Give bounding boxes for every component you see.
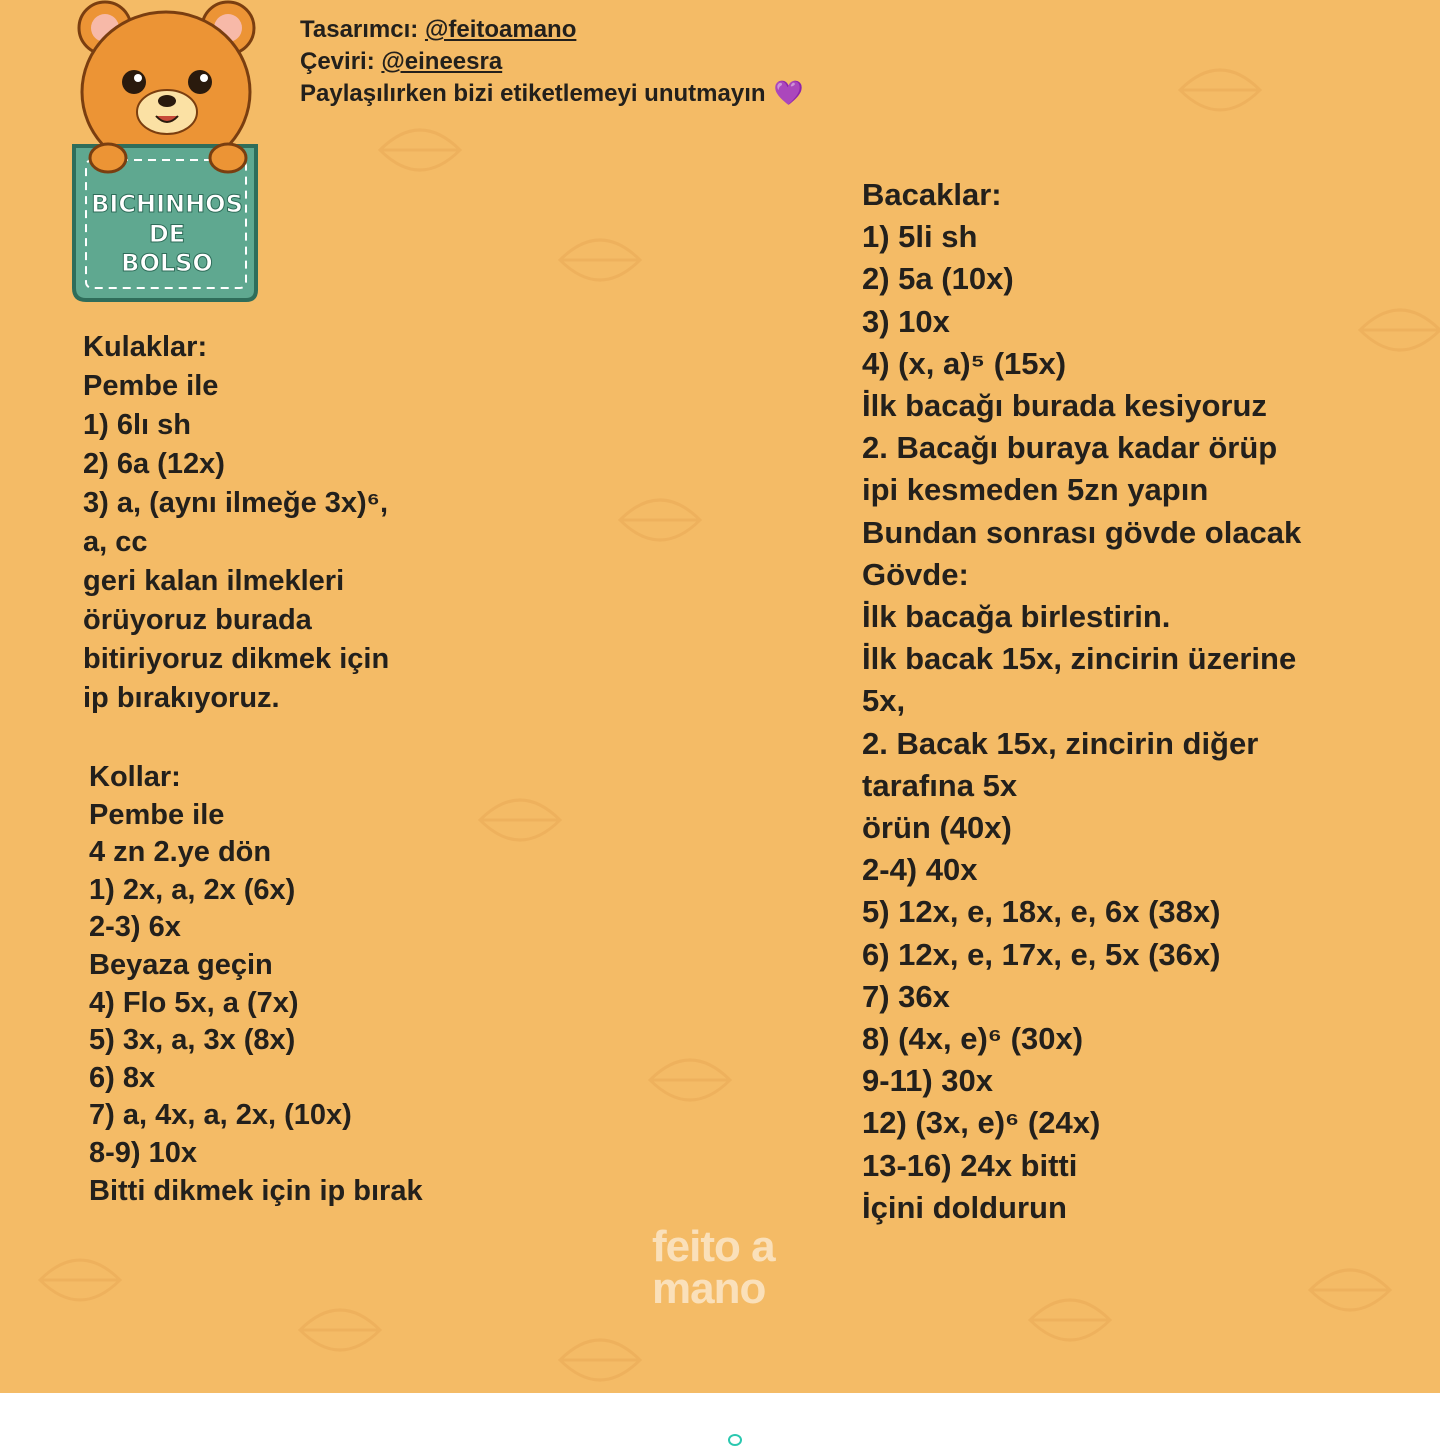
- instruction-line: Pembe ile: [83, 370, 219, 402]
- instruction-line: 1) 5li sh: [862, 219, 978, 255]
- instruction-line: 2-4) 40x: [862, 852, 978, 888]
- instruction-line: 8-9) 10x: [89, 1136, 198, 1169]
- designer-label: Tasarımcı:: [300, 16, 425, 43]
- logo-line-3: BOLSO: [121, 249, 213, 277]
- instruction-line: 12) (3x, e)⁶ (24x): [862, 1105, 1101, 1141]
- instruction-line: geri kalan ilmekleri: [83, 565, 345, 597]
- instruction-line: 3) a, (aynı ilmeğe 3x)⁶,: [83, 487, 389, 519]
- instruction-line: 3) 10x: [862, 303, 950, 339]
- instruction-line: Pembe ile: [89, 798, 225, 831]
- watermark-line-2: mano: [652, 1264, 766, 1313]
- instruction-line: 6) 12x, e, 17x, e, 5x (36x): [862, 936, 1221, 972]
- instruction-line: a, cc: [83, 526, 148, 558]
- instruction-line: 7) a, 4x, a, 2x, (10x): [89, 1099, 352, 1132]
- instruction-line: tarafına 5x: [862, 767, 1018, 803]
- logo-line-1: BICHINHOS: [91, 190, 243, 218]
- instruction-line: İlk bacak 15x, zincirin üzerine: [862, 641, 1297, 677]
- instruction-line: Bitti dikmek için ip bırak: [89, 1174, 423, 1207]
- logo-line-2: DE: [148, 220, 186, 248]
- instruction-line: 1) 2x, a, 2x (6x): [89, 873, 296, 906]
- instruction-line: bitiriyoruz dikmek için: [83, 643, 390, 675]
- legs-body-instructions: [862, 174, 1301, 1229]
- ears-instructions: [83, 328, 389, 718]
- instruction-line: İlk bacağı burada kesiyoruz: [862, 388, 1267, 424]
- instruction-line: 2-3) 6x: [89, 911, 181, 944]
- translator-handle-link[interactable]: @eineesra: [381, 48, 503, 75]
- bichinhos-de-bolso-logo: [60, 0, 270, 305]
- page-indicator-icon: [728, 1434, 742, 1446]
- instruction-line: Kulaklar:: [83, 331, 208, 363]
- instruction-line: 7) 36x: [862, 978, 950, 1014]
- instruction-line: 1) 6lı sh: [83, 409, 191, 441]
- tag-note: Paylaşılırken bizi etiketlemeyi unutmayın: [300, 80, 766, 107]
- watermark-line-1: feito a: [652, 1222, 775, 1271]
- instruction-line: örün (40x): [862, 810, 1012, 846]
- tag-note-line: [300, 78, 803, 110]
- instruction-line: Bundan sonrası gövde olacak: [862, 514, 1302, 550]
- instruction-line: 5) 12x, e, 18x, e, 6x (38x): [862, 894, 1221, 930]
- instruction-line: İlk bacağa birlestirin.: [862, 599, 1171, 635]
- instruction-line: 4) (x, a)⁵ (15x): [862, 345, 1067, 381]
- credits-header: [300, 14, 803, 110]
- designer-line: [300, 14, 803, 46]
- feito-a-mano-watermark: [652, 1222, 775, 1313]
- instruction-line: 2) 5a (10x): [862, 261, 1014, 297]
- instruction-line: 4 zn 2.ye dön: [89, 836, 272, 869]
- instruction-line: ipi kesmeden 5zn yapın: [862, 472, 1209, 508]
- arms-instructions: [89, 759, 423, 1210]
- designer-handle-link[interactable]: @feitoamano: [424, 16, 577, 43]
- translator-line: [300, 46, 803, 78]
- instruction-line: 2. Bacağı buraya kadar örüp: [862, 430, 1278, 466]
- instruction-line: 5) 3x, a, 3x (8x): [89, 1024, 296, 1057]
- instruction-line: Gövde:: [862, 556, 969, 592]
- purple-heart-icon: 💜: [773, 80, 804, 107]
- instruction-line: örüyoruz burada: [83, 604, 312, 636]
- instruction-line: 9-11) 30x: [862, 1063, 993, 1099]
- translator-label: Çeviri:: [300, 48, 382, 75]
- instruction-line: Beyaza geçin: [89, 948, 273, 981]
- instruction-line: 2. Bacak 15x, zincirin diğer: [862, 725, 1259, 761]
- instruction-line: Kollar:: [89, 761, 181, 793]
- instruction-line: İçini doldurun: [862, 1189, 1067, 1225]
- instruction-line: 4) Flo 5x, a (7x): [89, 986, 299, 1019]
- instruction-line: 2) 6a (12x): [83, 448, 225, 480]
- instruction-line: 8) (4x, e)⁶ (30x): [862, 1021, 1084, 1057]
- instruction-line: 5x,: [862, 683, 906, 719]
- instruction-line: 13-16) 24x bitti: [862, 1147, 1078, 1183]
- instruction-line: ip bırakıyoruz.: [83, 682, 280, 714]
- instruction-line: 6) 8x: [89, 1061, 156, 1094]
- instruction-line: Bacaklar:: [862, 177, 1002, 212]
